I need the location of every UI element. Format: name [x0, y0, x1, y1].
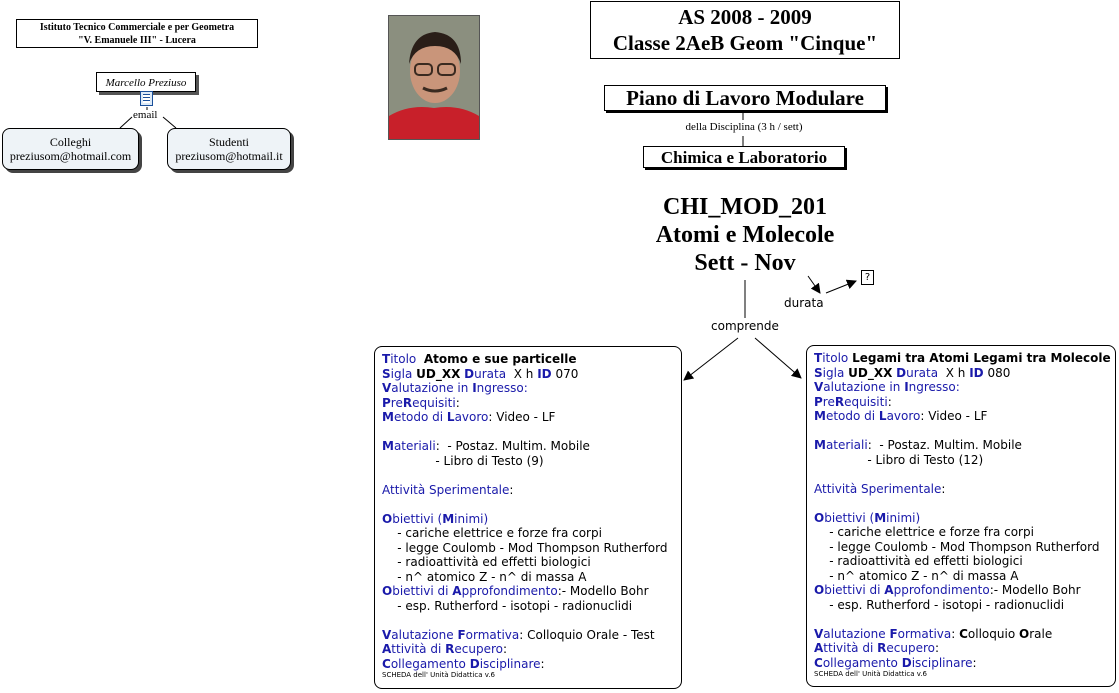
unit-id: 070: [555, 366, 579, 381]
module-code: CHI_MOD_201: [663, 194, 827, 220]
plan-title: Piano di Lavoro Modulare: [604, 85, 886, 111]
unit-id: 080: [987, 365, 1011, 380]
objective-item: - n^ atomico Z - n^ di massa A: [829, 568, 1019, 583]
formative-eval: olloquio: [967, 626, 1019, 641]
durata-value[interactable]: ?: [861, 270, 874, 285]
unit-title: Legami tra Atomi Legami tra Molecole: [852, 351, 1111, 365]
module-name: Atomi e Molecole: [655, 222, 835, 248]
formative-eval-rest: rale: [1029, 626, 1053, 641]
note-icon[interactable]: [140, 91, 153, 106]
material-item: - Postaz. Multim. Mobile: [879, 438, 1022, 452]
contact-email[interactable]: preziusom@hotmail.com: [9, 149, 132, 163]
school-name: Istituto Tecnico Commerciale e per Geometra: [39, 22, 235, 33]
contact-studenti[interactable]: [167, 128, 291, 170]
unit-card-1[interactable]: Titolo Atomo e sue particelle Sigla UD_XX Durata X h ID 070 Valutazione in Ingresso: PreRequisiti: Metodo di Lavoro: Video - LF Materiali: - Postaz. Multim. Mobile - Libro di Testo (9) Attività Sperimentale: Obiettivi (Minimi) - cariche elettrice e forze fra corpi - legge Coulomb - Mod Thompson Rutherford - radioattività ed effetti biologici - n^ atomico Z - n^ di massa A Obiettivi di Approfondimento:- Modello Bohr - esp. Rutherford - isotopi - radionuclidi Valutazione Formativa: Colloquio Orale - Test Attività di Recupero: Collegamento Disciplinare: SCHEDA dell' Unità Didattica v.6: [374, 346, 682, 689]
card-footer: SCHEDA dell' Unità Didattica v.6: [382, 671, 495, 679]
module-title: [590, 193, 900, 277]
class-name: Classe 2AeB Geom "Cinque": [612, 31, 878, 55]
contact-email[interactable]: preziusom@hotmail.it: [175, 149, 283, 163]
objective-item: - n^ atomico Z - n^ di massa A: [397, 569, 587, 584]
author-photo: [388, 15, 480, 140]
objective-item: - radioattività ed effetti biologici: [829, 554, 1023, 568]
unit-card-2[interactable]: Titolo Legami tra Atomi Legami tra Molecole Sigla UD_XX Durata X h ID 080 Valutazione in Ingresso: PreRequisiti: Metodo di Lavoro: Video - LF Materiali: - Postaz. Multim. Mobile - Libro di Testo (12) Attività Sperimentale: Obiettivi (Minimi) - cariche elettrice e forze fra corpi - legge Coulomb - Mod Thompson Rutherford - radioattività ed effetti biologici - n^ atomico Z - n^ di massa A Obiettivi di Approfondimento:- Modello Bohr - esp. Rutherford - isotopi - radionuclidi Valutazione Formativa: Colloquio Orale Attività di Recupero: Collegamento Disciplinare: SCHEDA dell' Unità Didattica v.6: [806, 345, 1116, 687]
deepening-value: - Modello Bohr: [993, 583, 1081, 597]
formative-eval: Colloquio Orale - Test: [527, 627, 655, 642]
comprende-label: comprende: [711, 319, 779, 333]
contact-colleghi[interactable]: [2, 128, 139, 170]
module-period: Sett - Nov: [694, 250, 796, 276]
card-footer: SCHEDA dell' Unità Didattica v.6: [814, 670, 927, 678]
objective-item: - radioattività ed effetti biologici: [397, 555, 591, 569]
deepening-item: - esp. Rutherford - isotopi - radionuclidi: [829, 597, 1065, 612]
unit-title: Atomo e sue particelle: [423, 352, 577, 366]
author-name: Marcello Preziuso: [96, 72, 196, 92]
school-year: AS 2008 - 2009: [678, 5, 812, 29]
deepening-item: - esp. Rutherford - isotopi - radionuclidi: [397, 598, 633, 613]
contact-label: Studenti: [208, 135, 249, 149]
material-item: - Libro di Testo (9): [435, 453, 544, 468]
email-label: email: [133, 109, 158, 121]
deepening-value: - Modello Bohr: [561, 584, 649, 598]
header-box: [590, 1, 900, 59]
material-item: - Postaz. Multim. Mobile: [447, 439, 590, 453]
subject-title: Chimica e Laboratorio: [643, 146, 845, 168]
school-location: "V. Emanuele III" - Lucera: [78, 35, 196, 46]
objective-item: - cariche elettrice e forze fra corpi: [829, 525, 1034, 539]
discipline-label: della Disciplina (3 h / sett): [685, 121, 803, 133]
material-item: - Libro di Testo (12): [867, 452, 984, 467]
objective-item: - legge Coulomb - Mod Thompson Rutherford: [397, 540, 668, 555]
durata-label: durata: [784, 296, 824, 310]
contact-label: Colleghi: [49, 135, 92, 149]
objective-item: - cariche elettrice e forze fra corpi: [397, 526, 602, 540]
objective-item: - legge Coulomb - Mod Thompson Rutherford: [829, 539, 1100, 554]
school-box: [16, 19, 258, 48]
